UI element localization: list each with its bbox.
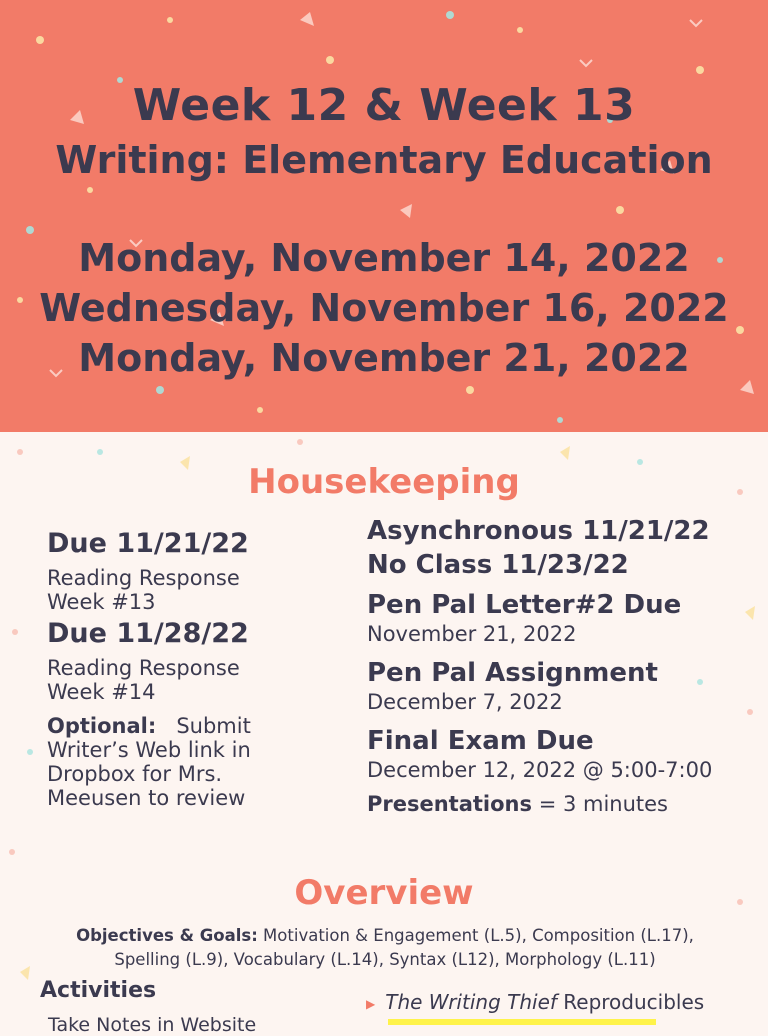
presentations-label: Presentations xyxy=(367,792,533,816)
final-exam-date: December 12, 2022 @ 5:00-7:00 xyxy=(367,758,713,782)
assignment-date: December 7, 2022 xyxy=(367,690,563,714)
final-exam-heading: Final Exam Due xyxy=(367,726,594,756)
date-line: Wednesday, November 16, 2022 xyxy=(39,286,729,330)
objectives xyxy=(40,924,730,972)
activity-item xyxy=(48,1014,256,1036)
date-line: Monday, November 21, 2022 xyxy=(78,336,690,380)
penpal-heading: Pen Pal Letter#2 Due xyxy=(367,590,682,620)
activity-text: Take Notes in Website xyxy=(48,1014,257,1036)
due-item: Week #14 xyxy=(47,680,156,704)
housekeeping-left-column xyxy=(47,528,347,810)
async-heading: Asynchronous 11/21/22 xyxy=(367,516,710,546)
activities-heading: Activities xyxy=(40,978,157,1003)
penpal-date: November 21, 2022 xyxy=(367,622,577,646)
due-item: Reading Response xyxy=(47,566,240,590)
optional-text: Dropbox for Mrs. xyxy=(47,762,223,786)
presentations-value: = 3 minutes xyxy=(532,792,669,816)
arrow-bullet-icon: ▶ xyxy=(366,996,376,1011)
date-line: Monday, November 14, 2022 xyxy=(78,236,690,280)
presentations-note xyxy=(367,792,767,816)
objectives-text: Motivation & Engagement (L.5), Composition (L.17), xyxy=(257,926,694,945)
optional-text: Writer’s Web link in xyxy=(47,738,251,762)
optional-text: Submit xyxy=(176,714,251,738)
due-heading: Due 11/28/22 xyxy=(47,618,249,649)
due-item: Reading Response xyxy=(47,656,240,680)
optional-text: Meeusen to review xyxy=(47,786,246,810)
overview-heading: Overview xyxy=(294,873,474,913)
objectives-label: Objectives & Goals: xyxy=(76,926,258,945)
housekeeping-heading: Housekeeping xyxy=(248,462,520,502)
due-item: Week #13 xyxy=(47,590,156,614)
noclass-heading: No Class 11/23/22 xyxy=(367,550,629,580)
objectives-text: Spelling (L.9), Vocabulary (L.14), Syntax (L12), Morphology (L.11) xyxy=(114,950,656,969)
optional-label: Optional: xyxy=(47,714,157,738)
reproducibles-item xyxy=(366,990,704,1014)
assignment-heading: Pen Pal Assignment xyxy=(367,658,658,688)
due-heading: Due 11/21/22 xyxy=(47,528,249,559)
page-subtitle: Writing: Elementary Education xyxy=(55,138,713,182)
highlight-bar xyxy=(388,1019,656,1025)
housekeeping-right-column xyxy=(367,514,767,816)
optional-note xyxy=(47,714,347,738)
header-banner xyxy=(0,0,768,432)
book-title: The Writing Thief xyxy=(385,990,557,1014)
page-title: Week 12 & Week 13 xyxy=(132,80,636,131)
reproducibles-text: Reproducibles xyxy=(556,990,705,1014)
